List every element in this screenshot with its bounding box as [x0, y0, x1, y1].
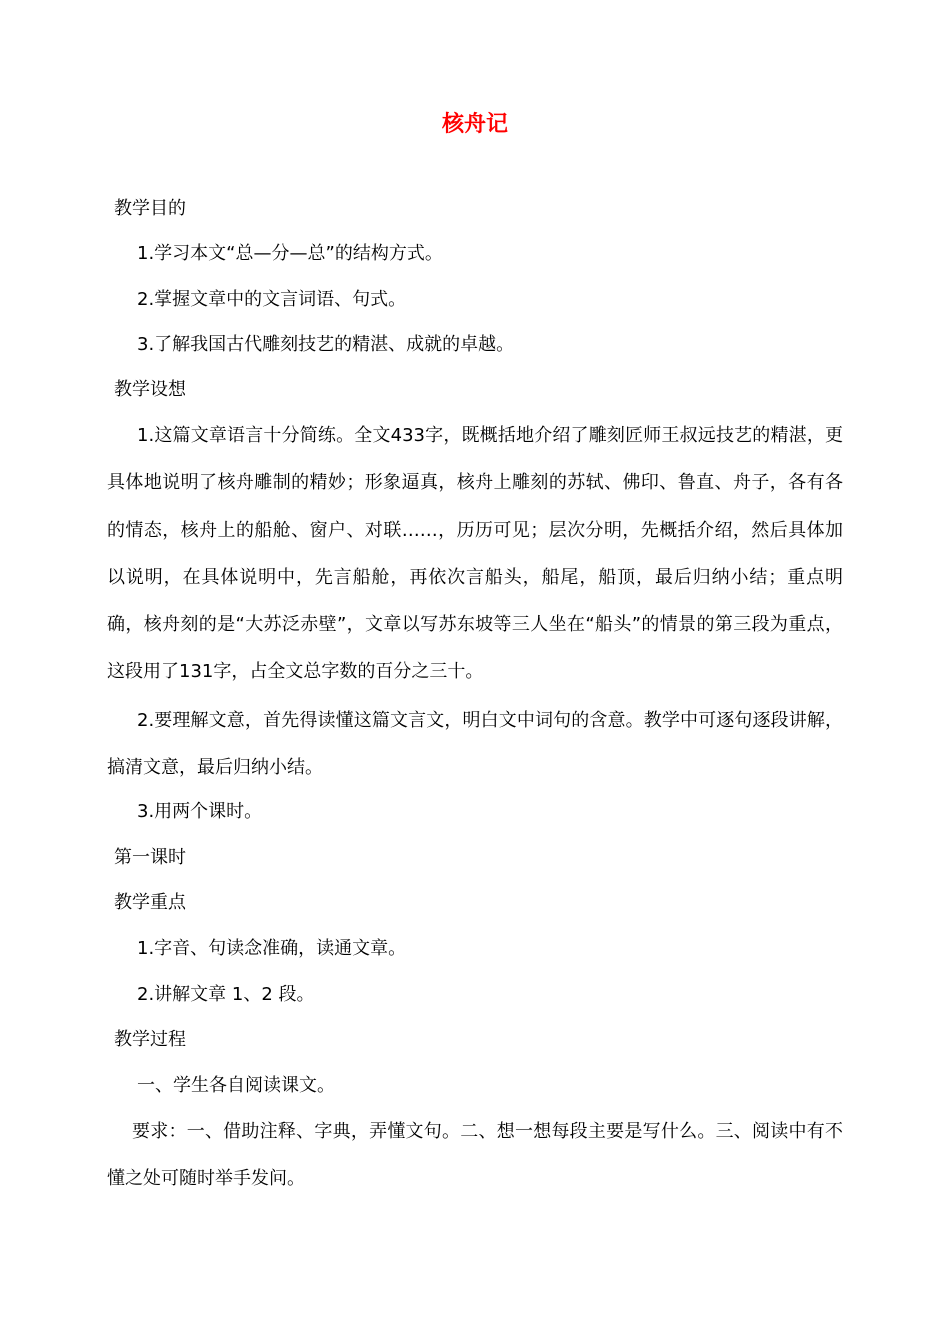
heading-teaching-focus: 教学重点: [114, 892, 186, 913]
goal-item-3: 3.了解我国古代雕刻技艺的精湛、成就的卓越。: [137, 334, 515, 355]
idea-paragraph-1: 1.这篇文章语言十分简练。全文433字，既概括地介绍了雕刻匠师王叔远技艺的精湛，更具体地说明了核舟雕制的精妙；形象逼真，核舟上雕刻的苏轼、佛印、鲁直、舟子，各有各的情态，核舟上的船舱、窗户、对联……，历历可见；层次分明，先概括介绍，然后具体加以说明，在具体说明中，先言船舱，再依次言船头，船尾，船顶，最后归纳小结；重点明确，核舟刻的是“大苏泛赤壁”，文章以写苏东坡等三人坐在“船头”的情景的第三段为重点，这段用了131字，占全文总字数的百分之三十。: [107, 425, 843, 683]
process-requirement: 要求：一、借助注释、字典，弄懂文句。二、想一想每段主要是写什么。三、阅读中有不懂之处可随时举手发问。: [107, 1121, 843, 1190]
heading-teaching-idea: 教学设想: [114, 379, 186, 400]
heading-teaching-goal: 教学目的: [114, 198, 186, 219]
heading-teaching-process: 教学过程: [114, 1029, 186, 1050]
goal-item-1: 1.学习本文“总—分—总”的结构方式。: [137, 243, 443, 264]
focus-item-2: 2.讲解文章 1、2 段。: [137, 984, 315, 1005]
focus-item-1: 1.字音、句读念准确，读通文章。: [137, 938, 407, 959]
document-title: 核舟记: [441, 112, 508, 137]
idea-paragraph-3: 3.用两个课时。: [137, 801, 263, 822]
goal-item-2: 2.掌握文章中的文言词语、句式。: [137, 289, 407, 310]
idea-paragraph-2: 2.要理解文意，首先得读懂这篇文言文，明白文中词句的含意。教学中可逐句逐段讲解，搞清文意，最后归纳小结。: [107, 710, 843, 779]
process-step-1: 一、学生各自阅读课文。: [137, 1075, 335, 1096]
heading-first-lesson: 第一课时: [114, 847, 186, 868]
